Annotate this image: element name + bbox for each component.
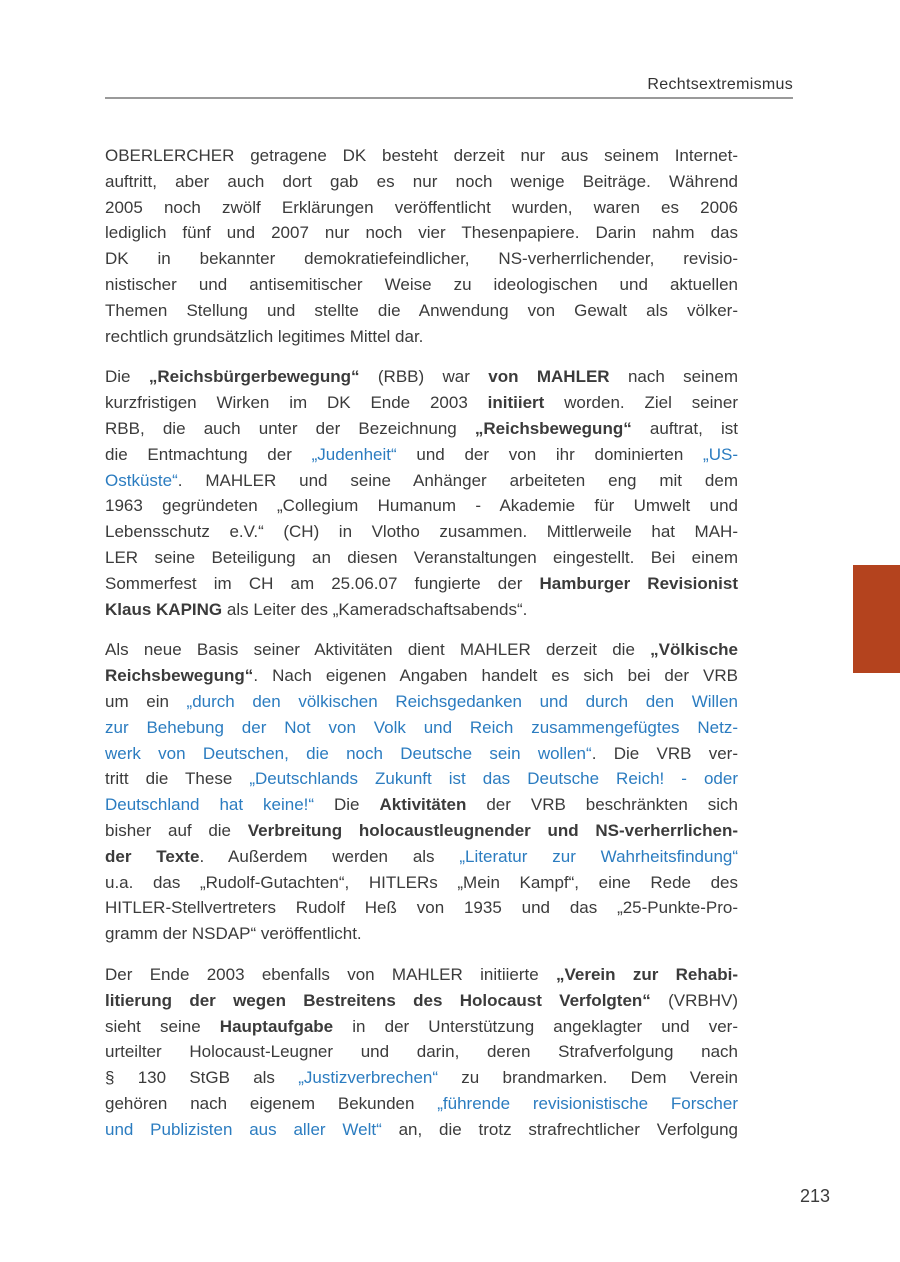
- paragraph: [105, 962, 738, 1143]
- text-line: [105, 1039, 738, 1065]
- body-text-segment: . MAHLER und seine Anhänger arbeiteten eng mit dem: [177, 470, 738, 490]
- text-line: [105, 1117, 738, 1143]
- page-number: 213: [799, 1186, 830, 1206]
- body-text-segment: 1963 gegründeten „Collegium Humanum - Akademie für Umwelt und: [105, 496, 738, 516]
- emphasis-text: „Reichsbewegung“: [474, 418, 632, 438]
- text-line: [105, 870, 738, 896]
- body-text-segment: auftrat, ist: [631, 418, 738, 438]
- body-text-segment: DK in bekannter demokratiefeindlicher, NS-verherrlichender, revisio-: [105, 249, 738, 269]
- emphasis-text: der Texte: [105, 846, 200, 866]
- body-text-segment: u.a. das „Rudolf-Gutachten“, HITLERs „Mein Kampf“, eine Rede des: [105, 872, 738, 892]
- text-line: [105, 988, 738, 1014]
- emphasis-text: Verbreitung holocaustleugnender und NS-verherrlichen-: [247, 820, 738, 840]
- body-text-segment: Lebensschutz e.V.“ (CH) in Vlotho zusammen. Mittlerweile hat MAH-: [105, 522, 738, 542]
- body-text-segment: gehören nach eigenem Bekunden: [105, 1093, 438, 1113]
- text-line: [105, 169, 738, 195]
- text-line: [105, 663, 738, 689]
- text-line: [105, 844, 738, 870]
- text-line: [105, 1065, 738, 1091]
- text-line: [105, 1014, 738, 1040]
- reference-text: werk von Deutschen, die noch Deutsche sein wollen“: [105, 743, 592, 763]
- body-text-segment: HITLER-Stellvertreters Rudolf Heß von 1935 und das „25-Punkte-Pro-: [105, 898, 738, 918]
- emphasis-text: Klaus KAPING: [105, 599, 223, 619]
- text-line: [105, 818, 738, 844]
- text-line: [105, 246, 738, 272]
- text-line: [105, 220, 738, 246]
- reference-text: Ostküste“: [105, 470, 178, 490]
- body-text-segment: lediglich fünf und 2007 nur noch vier Thesenpapiere. Darin nahm das: [105, 223, 738, 243]
- body-text-segment: an, die trotz strafrechtlicher Verfolgung: [381, 1119, 739, 1139]
- running-header: Rechtsextremismus: [647, 76, 793, 93]
- emphasis-text: von MAHLER: [488, 367, 610, 387]
- body-text-segment: (VRBHV): [650, 990, 738, 1010]
- text-line: [105, 195, 738, 221]
- body-text-segment: urteilter Holocaust-Leugner und darin, deren Strafverfolgung nach: [105, 1042, 738, 1062]
- text-line: [105, 324, 738, 350]
- body-text-segment: Die: [105, 367, 149, 387]
- body-text-segment: die Entmachtung der: [105, 444, 312, 464]
- reference-text: „Deutschlands Zukunft ist das Deutsche Reich! - oder: [249, 769, 738, 789]
- body-text-segment: . Außerdem werden als: [199, 846, 460, 866]
- reference-text: „Judenheit“: [311, 444, 397, 464]
- reference-text: „Literatur zur Wahrheitsfindung“: [459, 846, 739, 866]
- body-text-segment: 2005 noch zwölf Erklärungen veröffentlicht wurden, waren es 2006: [105, 197, 738, 217]
- emphasis-text: Hauptaufgabe: [219, 1016, 334, 1036]
- paragraph: [105, 637, 738, 947]
- reference-text: „Justizverbrechen“: [298, 1068, 439, 1088]
- body-text-segment: Die: [314, 795, 380, 815]
- body-text-segment: zu brandmarken. Dem Verein: [438, 1068, 738, 1088]
- emphasis-text: litierung der wegen Bestreitens des Holocaust Verfolgten“: [105, 990, 651, 1010]
- text-line: [105, 766, 738, 792]
- text-line: [105, 921, 738, 947]
- body-text-segment: in der Unterstützung angeklagter und ver-: [333, 1016, 738, 1036]
- text-line: [105, 1091, 738, 1117]
- text-line: [105, 416, 738, 442]
- text-line: [105, 364, 738, 390]
- body-text-segment: . Die VRB ver-: [591, 743, 738, 763]
- body-text: [105, 143, 738, 1142]
- text-line: [105, 143, 738, 169]
- emphasis-text: „Völkische: [650, 640, 738, 660]
- body-text-segment: als Leiter des „Kameradschaftsabends“.: [222, 599, 528, 619]
- reference-text: und Publizisten aus aller Welt“: [105, 1119, 382, 1139]
- body-text-segment: RBB, die auch unter der Bezeichnung: [105, 418, 475, 438]
- body-text-segment: und der von ihr dominierten: [396, 444, 704, 464]
- body-text-segment: nach seinem: [609, 367, 738, 387]
- emphasis-text: initiiert: [487, 393, 545, 413]
- text-line: [105, 571, 738, 597]
- reference-text: „führende revisionistische Forscher: [437, 1093, 738, 1113]
- text-line: [105, 272, 738, 298]
- text-line: [105, 637, 738, 663]
- body-text-segment: um ein: [105, 691, 187, 711]
- text-line: [105, 597, 738, 623]
- reference-text: Deutschland hat keine!“: [105, 795, 315, 815]
- text-line: [105, 741, 738, 767]
- body-text-segment: Der Ende 2003 ebenfalls von MAHLER initiierte: [105, 964, 556, 984]
- body-text-segment: gramm der NSDAP“ veröffentlicht.: [105, 924, 362, 944]
- emphasis-text: „Verein zur Rehabi-: [555, 964, 738, 984]
- body-text-segment: LER seine Beteiligung an diesen Veranstaltungen eingestellt. Bei einem: [105, 547, 738, 567]
- paragraph: [105, 143, 738, 349]
- body-text-segment: tritt die These: [105, 769, 250, 789]
- paragraph: [105, 364, 738, 622]
- emphasis-text: Reichsbewegung“: [105, 666, 254, 686]
- body-text-segment: sieht seine: [105, 1016, 220, 1036]
- body-text-segment: rechtlich grundsätzlich legitimes Mittel dar.: [105, 326, 424, 346]
- reference-text: „durch den völkischen Reichsgedanken und durch den Willen: [186, 691, 738, 711]
- body-text-segment: worden. Ziel seiner: [544, 393, 738, 413]
- emphasis-text: Aktivitäten: [379, 795, 467, 815]
- emphasis-text: Hamburger Revisionist: [539, 573, 739, 593]
- chapter-tab-marker: [853, 565, 900, 673]
- emphasis-text: „Reichsbürgerbewegung“: [148, 367, 360, 387]
- text-line: [105, 442, 738, 468]
- body-text-segment: . Nach eigenen Angaben handelt es sich bei der VRB: [253, 666, 738, 686]
- text-line: [105, 545, 738, 571]
- text-line: [105, 390, 738, 416]
- text-line: [105, 519, 738, 545]
- text-line: [105, 689, 738, 715]
- header-rule: [105, 97, 793, 99]
- text-line: [105, 962, 738, 988]
- reference-text: „US-: [703, 444, 738, 464]
- reference-text: zur Behebung der Not von Volk und Reich zusammengefügtes Netz-: [105, 717, 738, 737]
- body-text-segment: Themen Stellung und stellte die Anwendung von Gewalt als völker-: [105, 300, 738, 320]
- body-text-segment: kurzfristigen Wirken im DK Ende 2003: [105, 393, 488, 413]
- text-line: [105, 298, 738, 324]
- body-text-segment: nistischer und antisemitischer Weise zu ideologischen und aktuellen: [105, 274, 738, 294]
- text-line: [105, 468, 738, 494]
- body-text-segment: bisher auf die: [105, 820, 248, 840]
- body-text-segment: der VRB beschränkten sich: [466, 795, 738, 815]
- body-text-segment: Als neue Basis seiner Aktivitäten dient MAHLER derzeit die: [105, 640, 651, 660]
- body-text-segment: § 130 StGB als: [105, 1068, 299, 1088]
- body-text-segment: (RBB) war: [359, 367, 489, 387]
- text-line: [105, 715, 738, 741]
- text-line: [105, 895, 738, 921]
- text-line: [105, 792, 738, 818]
- body-text-segment: auftritt, aber auch dort gab es nur noch wenige Beiträge. Während: [105, 171, 738, 191]
- body-text-segment: OBERLERCHER getragene DK besteht derzeit nur aus seinem Internet-: [105, 146, 738, 165]
- text-line: [105, 493, 738, 519]
- body-text-segment: Sommerfest im CH am 25.06.07 fungierte der: [105, 573, 540, 593]
